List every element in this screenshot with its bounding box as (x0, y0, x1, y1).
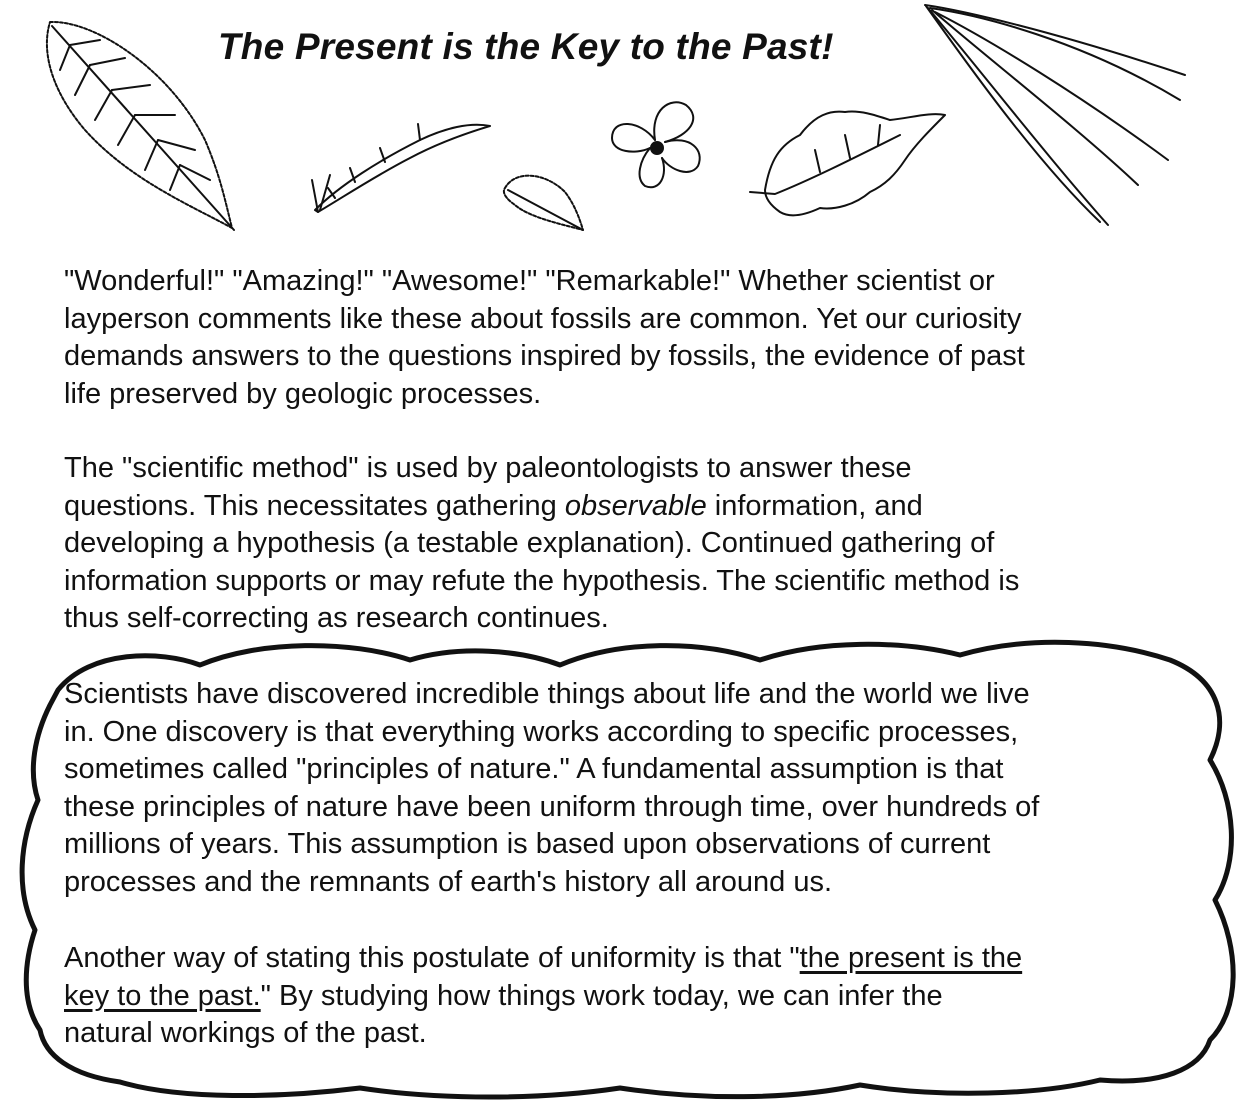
paragraph-scientific-method: The "scientific method" is used by paleontologists to answer these questions. This necessitates gathering observable information, and developing a hypothesis (a testable explanation). Continued gathering of information supports or may refute the hypothesis. The scientific method is thus self-correcting as research continues. (64, 452, 1020, 634)
paragraph-principles: Scientists have discovered incredible things about life and the world we live in. One discovery is that everything works according to specific processes, sometimes called "principles of nature." A fundamental assumption is that these principles of nature have been uniform through time, over hundreds of millions of years. This assumption is based upon observations of current processes and the remnants of earth's history all around us. (64, 678, 1040, 898)
underlined-phrase-part1: the present is the (799, 942, 1023, 974)
page-title: The Present is the Key to the Past! (218, 26, 834, 67)
emphasis-observable: observable (564, 489, 707, 522)
paragraph-intro: "Wonderful!" "Amazing!" "Awesome!" "Remarkable!" Whether scientist or layperson comments like these about fossils are common. Yet our curiosity demands answers to the questions inspired by fossils, the evidence of past life preserved by geologic processes. (64, 265, 1025, 410)
underlined-phrase-part2: key to the past. (64, 979, 261, 1012)
paragraph-uniformity: Another way of stating this postulate of uniformity is that "the present is the key to the past." By studying how things work today, we can infer the natural workings of the past. (64, 942, 1023, 1049)
